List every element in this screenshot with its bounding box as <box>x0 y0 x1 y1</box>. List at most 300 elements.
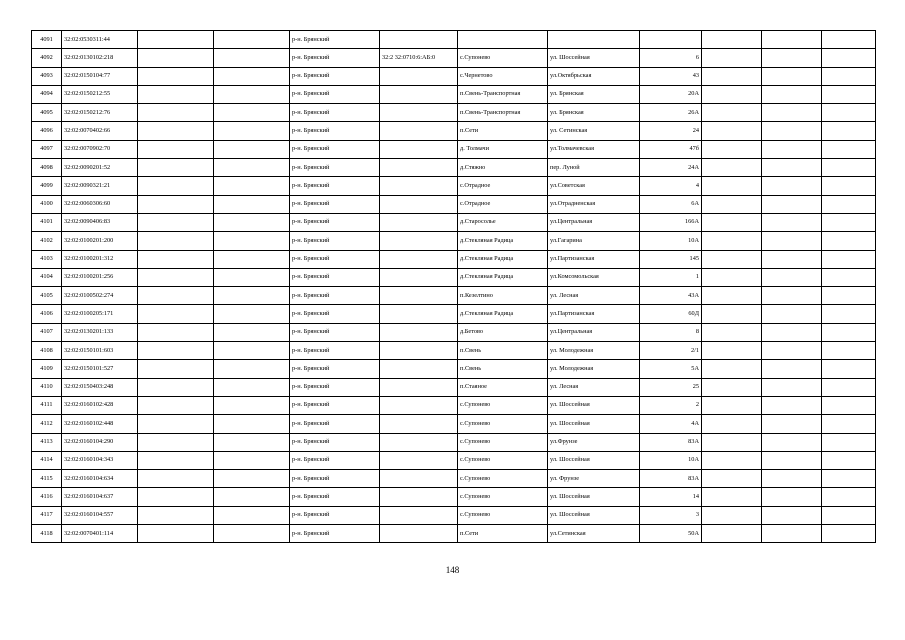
house-number-cell: 24А <box>640 159 702 177</box>
empty-cell <box>822 470 876 488</box>
house-number-cell: 14 <box>640 488 702 506</box>
empty-cell <box>214 31 290 49</box>
district-cell: р-н. Брянский <box>290 488 380 506</box>
empty-cell <box>214 470 290 488</box>
cadastral-number-cell: 32:02:0150403:248 <box>62 378 138 396</box>
code-cell <box>380 433 458 451</box>
cadastral-number-cell: 32:02:0160102:428 <box>62 396 138 414</box>
house-number-cell: 60Д <box>640 305 702 323</box>
cadastral-number-cell: 32:02:0150101:603 <box>62 342 138 360</box>
empty-cell <box>138 470 214 488</box>
settlement-cell: д.Стекляная Радица <box>458 250 548 268</box>
street-cell: ул. Шоссейная <box>548 396 640 414</box>
street-cell: ул.Центральная <box>548 323 640 341</box>
house-number-cell: 145 <box>640 250 702 268</box>
code-cell <box>380 525 458 543</box>
code-cell <box>380 31 458 49</box>
code-cell <box>380 451 458 469</box>
record-number-cell: 4100 <box>32 195 62 213</box>
settlement-cell: п.Свень <box>458 342 548 360</box>
empty-cell <box>138 232 214 250</box>
house-number-cell: 5А <box>640 360 702 378</box>
street-cell: ул. Шоссейная <box>548 451 640 469</box>
street-cell: ул. Фрунзе <box>548 470 640 488</box>
table-row <box>32 195 876 213</box>
settlement-cell: д.Стекляная Радица <box>458 268 548 286</box>
empty-cell <box>822 506 876 524</box>
empty-cell <box>702 415 762 433</box>
empty-cell <box>822 177 876 195</box>
empty-cell <box>138 31 214 49</box>
empty-cell <box>822 451 876 469</box>
record-number-cell: 4102 <box>32 232 62 250</box>
table-row <box>32 378 876 396</box>
cadastral-number-cell: 32:02:0160104:634 <box>62 470 138 488</box>
street-cell: ул. Шоссейная <box>548 415 640 433</box>
empty-cell <box>822 323 876 341</box>
table-row <box>32 360 876 378</box>
settlement-cell: д.Бетово <box>458 323 548 341</box>
table-row <box>32 232 876 250</box>
settlement-cell: п.Сети <box>458 525 548 543</box>
settlement-cell: п.Свень-Транспортная <box>458 85 548 103</box>
empty-cell <box>214 85 290 103</box>
table-row <box>32 470 876 488</box>
code-cell <box>380 415 458 433</box>
district-cell: р-н. Брянский <box>290 140 380 158</box>
empty-cell <box>822 159 876 177</box>
cadastral-number-cell: 32:02:0150212:55 <box>62 85 138 103</box>
empty-cell <box>822 49 876 67</box>
record-number-cell: 4096 <box>32 122 62 140</box>
settlement-cell: с.Супонево <box>458 451 548 469</box>
record-number-cell: 4113 <box>32 433 62 451</box>
table-row <box>32 525 876 543</box>
empty-cell <box>762 488 822 506</box>
empty-cell <box>762 396 822 414</box>
street-cell: ул.Сетинская <box>548 525 640 543</box>
record-number-cell: 4106 <box>32 305 62 323</box>
table-row <box>32 250 876 268</box>
record-number-cell: 4110 <box>32 378 62 396</box>
record-number-cell: 4116 <box>32 488 62 506</box>
record-number-cell: 4094 <box>32 85 62 103</box>
code-cell <box>380 360 458 378</box>
record-number-cell: 4115 <box>32 470 62 488</box>
district-cell: р-н. Брянский <box>290 451 380 469</box>
settlement-cell: д.Старосолье <box>458 213 548 231</box>
empty-cell <box>138 360 214 378</box>
empty-cell <box>822 213 876 231</box>
district-cell: р-н. Брянский <box>290 378 380 396</box>
empty-cell <box>214 67 290 85</box>
empty-cell <box>138 342 214 360</box>
empty-cell <box>822 488 876 506</box>
record-number-cell: 4093 <box>32 67 62 85</box>
record-number-cell: 4104 <box>32 268 62 286</box>
empty-cell <box>138 195 214 213</box>
cadastral-number-cell: 32:02:0130102:218 <box>62 49 138 67</box>
cadastral-number-cell: 32:02:0160102:448 <box>62 415 138 433</box>
street-cell: ул. Молодежная <box>548 360 640 378</box>
empty-cell <box>762 85 822 103</box>
house-number-cell: 20А <box>640 85 702 103</box>
street-cell: ул. Брянская <box>548 104 640 122</box>
street-cell: пер. Луной <box>548 159 640 177</box>
house-number-cell: 43А <box>640 287 702 305</box>
code-cell <box>380 177 458 195</box>
settlement-cell: с.Супонево <box>458 415 548 433</box>
empty-cell <box>138 122 214 140</box>
empty-cell <box>214 305 290 323</box>
empty-cell <box>822 85 876 103</box>
empty-cell <box>138 433 214 451</box>
empty-cell <box>138 177 214 195</box>
empty-cell <box>822 525 876 543</box>
street-cell: ул. Шоссейная <box>548 506 640 524</box>
street-cell: ул.Толмачевская <box>548 140 640 158</box>
empty-cell <box>702 323 762 341</box>
empty-cell <box>214 378 290 396</box>
record-number-cell: 4101 <box>32 213 62 231</box>
district-cell: р-н. Брянский <box>290 268 380 286</box>
empty-cell <box>214 49 290 67</box>
record-number-cell: 4091 <box>32 31 62 49</box>
code-cell <box>380 287 458 305</box>
empty-cell <box>214 396 290 414</box>
empty-cell <box>702 451 762 469</box>
empty-cell <box>138 213 214 231</box>
table-row <box>32 67 876 85</box>
table-row <box>32 49 876 67</box>
empty-cell <box>822 378 876 396</box>
district-cell: р-н. Брянский <box>290 415 380 433</box>
empty-cell <box>762 122 822 140</box>
empty-cell <box>702 67 762 85</box>
empty-cell <box>214 177 290 195</box>
district-cell: р-н. Брянский <box>290 525 380 543</box>
cadastral-number-cell: 32:02:0090406:83 <box>62 213 138 231</box>
empty-cell <box>762 323 822 341</box>
district-cell: р-н. Брянский <box>290 433 380 451</box>
settlement-cell: п.Свень-Транспортная <box>458 104 548 122</box>
empty-cell <box>762 250 822 268</box>
cadastral-number-cell: 32:02:0100201:200 <box>62 232 138 250</box>
house-number-cell: 43 <box>640 67 702 85</box>
empty-cell <box>702 396 762 414</box>
settlement-cell: с.Супонево <box>458 506 548 524</box>
table-row <box>32 177 876 195</box>
empty-cell <box>702 122 762 140</box>
house-number-cell: 10А <box>640 232 702 250</box>
empty-cell <box>702 506 762 524</box>
empty-cell <box>702 85 762 103</box>
table-row <box>32 323 876 341</box>
empty-cell <box>214 323 290 341</box>
house-number-cell: 1 <box>640 268 702 286</box>
street-cell: ул.Гагарина <box>548 232 640 250</box>
house-number-cell: 6 <box>640 49 702 67</box>
district-cell: р-н. Брянский <box>290 195 380 213</box>
house-number-cell: 2 <box>640 396 702 414</box>
empty-cell <box>214 488 290 506</box>
cadastral-number-cell: 32:02:0150104:77 <box>62 67 138 85</box>
district-cell: р-н. Брянский <box>290 342 380 360</box>
empty-cell <box>822 268 876 286</box>
empty-cell <box>762 49 822 67</box>
settlement-cell: с.Чернетово <box>458 67 548 85</box>
house-number-cell: 4А <box>640 415 702 433</box>
empty-cell <box>702 378 762 396</box>
empty-cell <box>214 506 290 524</box>
house-number-cell: 83А <box>640 470 702 488</box>
street-cell: ул. Лесная <box>548 287 640 305</box>
district-cell: р-н. Брянский <box>290 360 380 378</box>
empty-cell <box>702 104 762 122</box>
record-number-cell: 4111 <box>32 396 62 414</box>
record-number-cell: 4112 <box>32 415 62 433</box>
empty-cell <box>138 287 214 305</box>
cadastral-number-cell: 32:02:0100502:274 <box>62 287 138 305</box>
house-number-cell: 25 <box>640 378 702 396</box>
empty-cell <box>762 232 822 250</box>
empty-cell <box>214 250 290 268</box>
table-row <box>32 488 876 506</box>
street-cell: ул.Отрадненская <box>548 195 640 213</box>
empty-cell <box>138 451 214 469</box>
empty-cell <box>762 433 822 451</box>
empty-cell <box>762 159 822 177</box>
cadastral-number-cell: 32:02:0160104:290 <box>62 433 138 451</box>
cadastral-number-cell: 32:02:0090201:52 <box>62 159 138 177</box>
empty-cell <box>138 488 214 506</box>
empty-cell <box>822 342 876 360</box>
district-cell: р-н. Брянский <box>290 159 380 177</box>
empty-cell <box>822 122 876 140</box>
district-cell: р-н. Брянский <box>290 213 380 231</box>
empty-cell <box>702 232 762 250</box>
code-cell <box>380 67 458 85</box>
empty-cell <box>762 506 822 524</box>
empty-cell <box>822 104 876 122</box>
empty-cell <box>214 360 290 378</box>
empty-cell <box>702 433 762 451</box>
district-cell: р-н. Брянский <box>290 250 380 268</box>
page-number: 148 <box>445 565 460 575</box>
house-number-cell: 50А <box>640 525 702 543</box>
code-cell <box>380 323 458 341</box>
code-cell <box>380 159 458 177</box>
code-cell <box>380 506 458 524</box>
street-cell: ул. Шоссейная <box>548 488 640 506</box>
empty-cell <box>822 31 876 49</box>
house-number-cell: 2/1 <box>640 342 702 360</box>
empty-cell <box>138 506 214 524</box>
cadastral-number-cell: 32:02:0100201:256 <box>62 268 138 286</box>
empty-cell <box>702 31 762 49</box>
settlement-cell: с.Супонево <box>458 488 548 506</box>
street-cell: ул.Комсомольская <box>548 268 640 286</box>
empty-cell <box>214 122 290 140</box>
code-cell <box>380 470 458 488</box>
empty-cell <box>822 232 876 250</box>
empty-cell <box>822 396 876 414</box>
table-row <box>32 268 876 286</box>
empty-cell <box>822 287 876 305</box>
empty-cell <box>138 250 214 268</box>
empty-cell <box>762 305 822 323</box>
street-cell: ул. Молодежная <box>548 342 640 360</box>
house-number-cell: 26А <box>640 104 702 122</box>
empty-cell <box>762 415 822 433</box>
street-cell: ул. Шоссейная <box>548 49 640 67</box>
empty-cell <box>138 85 214 103</box>
empty-cell <box>138 104 214 122</box>
table-row <box>32 159 876 177</box>
settlement-cell: п.Стаяное <box>458 378 548 396</box>
empty-cell <box>702 488 762 506</box>
street-cell: ул.Октябрьская <box>548 67 640 85</box>
empty-cell <box>762 378 822 396</box>
empty-cell <box>214 195 290 213</box>
settlement-cell <box>458 31 548 49</box>
empty-cell <box>214 213 290 231</box>
table-row <box>32 305 876 323</box>
empty-cell <box>762 213 822 231</box>
code-cell <box>380 213 458 231</box>
empty-cell <box>214 342 290 360</box>
settlement-cell: д.Стекляная Радица <box>458 232 548 250</box>
empty-cell <box>214 287 290 305</box>
table-row <box>32 342 876 360</box>
street-cell <box>548 31 640 49</box>
cadastral-number-cell: 32:02:0070401:114 <box>62 525 138 543</box>
empty-cell <box>214 232 290 250</box>
code-cell <box>380 250 458 268</box>
code-cell <box>380 122 458 140</box>
empty-cell <box>214 159 290 177</box>
district-cell: р-н. Брянский <box>290 232 380 250</box>
empty-cell <box>138 159 214 177</box>
record-number-cell: 4118 <box>32 525 62 543</box>
district-cell: р-н. Брянский <box>290 323 380 341</box>
house-number-cell: 47б <box>640 140 702 158</box>
empty-cell <box>214 415 290 433</box>
record-number-cell: 4108 <box>32 342 62 360</box>
empty-cell <box>214 104 290 122</box>
empty-cell <box>138 396 214 414</box>
table-row <box>32 122 876 140</box>
record-number-cell: 4107 <box>32 323 62 341</box>
settlement-cell: с.Супонево <box>458 433 548 451</box>
empty-cell <box>702 140 762 158</box>
empty-cell <box>702 287 762 305</box>
empty-cell <box>762 104 822 122</box>
table-row <box>32 213 876 231</box>
house-number-cell: 83А <box>640 433 702 451</box>
empty-cell <box>762 268 822 286</box>
district-cell: р-н. Брянский <box>290 49 380 67</box>
table-row <box>32 104 876 122</box>
empty-cell <box>822 195 876 213</box>
record-number-cell: 4092 <box>32 49 62 67</box>
street-cell: ул.Партизанская <box>548 250 640 268</box>
district-cell: р-н. Брянский <box>290 122 380 140</box>
district-cell: р-н. Брянский <box>290 31 380 49</box>
cadastral-number-cell: 32:02:0070402:66 <box>62 122 138 140</box>
empty-cell <box>702 342 762 360</box>
table-body <box>32 31 876 543</box>
settlement-cell: с.Отрадное <box>458 177 548 195</box>
empty-cell <box>138 323 214 341</box>
code-cell <box>380 104 458 122</box>
code-cell <box>380 140 458 158</box>
code-cell <box>380 342 458 360</box>
code-cell <box>380 488 458 506</box>
empty-cell <box>702 470 762 488</box>
property-register-table <box>31 30 876 543</box>
code-cell <box>380 85 458 103</box>
empty-cell <box>138 140 214 158</box>
cadastral-number-cell: 32:02:0160104:557 <box>62 506 138 524</box>
cadastral-number-cell: 32:02:0130201:133 <box>62 323 138 341</box>
table-row <box>32 85 876 103</box>
house-number-cell: 24 <box>640 122 702 140</box>
settlement-cell: п.Сети <box>458 122 548 140</box>
district-cell: р-н. Брянский <box>290 85 380 103</box>
empty-cell <box>822 433 876 451</box>
district-cell: р-н. Брянский <box>290 470 380 488</box>
code-cell: 32:2 32:0710:6:АБ:0 <box>380 49 458 67</box>
street-cell: ул.Фрунзе <box>548 433 640 451</box>
street-cell: ул. Сетинская <box>548 122 640 140</box>
code-cell <box>380 232 458 250</box>
empty-cell <box>762 525 822 543</box>
settlement-cell: с.Отрадное <box>458 195 548 213</box>
district-cell: р-н. Брянский <box>290 396 380 414</box>
empty-cell <box>702 213 762 231</box>
house-number-cell: 10А <box>640 451 702 469</box>
settlement-cell: д. Толмачи <box>458 140 548 158</box>
cadastral-number-cell: 32:02:0100201:312 <box>62 250 138 268</box>
street-cell: ул. Брянская <box>548 85 640 103</box>
house-number-cell: 166А <box>640 213 702 231</box>
empty-cell <box>214 525 290 543</box>
district-cell: р-н. Брянский <box>290 177 380 195</box>
table-row <box>32 31 876 49</box>
cadastral-number-cell: 32:02:0530311:44 <box>62 31 138 49</box>
table-row <box>32 506 876 524</box>
empty-cell <box>138 305 214 323</box>
empty-cell <box>822 67 876 85</box>
record-number-cell: 4095 <box>32 104 62 122</box>
settlement-cell: с.Супонево <box>458 49 548 67</box>
empty-cell <box>138 415 214 433</box>
house-number-cell: 8 <box>640 323 702 341</box>
empty-cell <box>822 415 876 433</box>
district-cell: р-н. Брянский <box>290 287 380 305</box>
cadastral-number-cell: 32:02:0090321:21 <box>62 177 138 195</box>
record-number-cell: 4103 <box>32 250 62 268</box>
settlement-cell: п.Кезелтино <box>458 287 548 305</box>
empty-cell <box>762 31 822 49</box>
code-cell <box>380 305 458 323</box>
settlement-cell: д.Стяжно <box>458 159 548 177</box>
empty-cell <box>702 360 762 378</box>
record-number-cell: 4109 <box>32 360 62 378</box>
empty-cell <box>702 525 762 543</box>
record-number-cell: 4099 <box>32 177 62 195</box>
